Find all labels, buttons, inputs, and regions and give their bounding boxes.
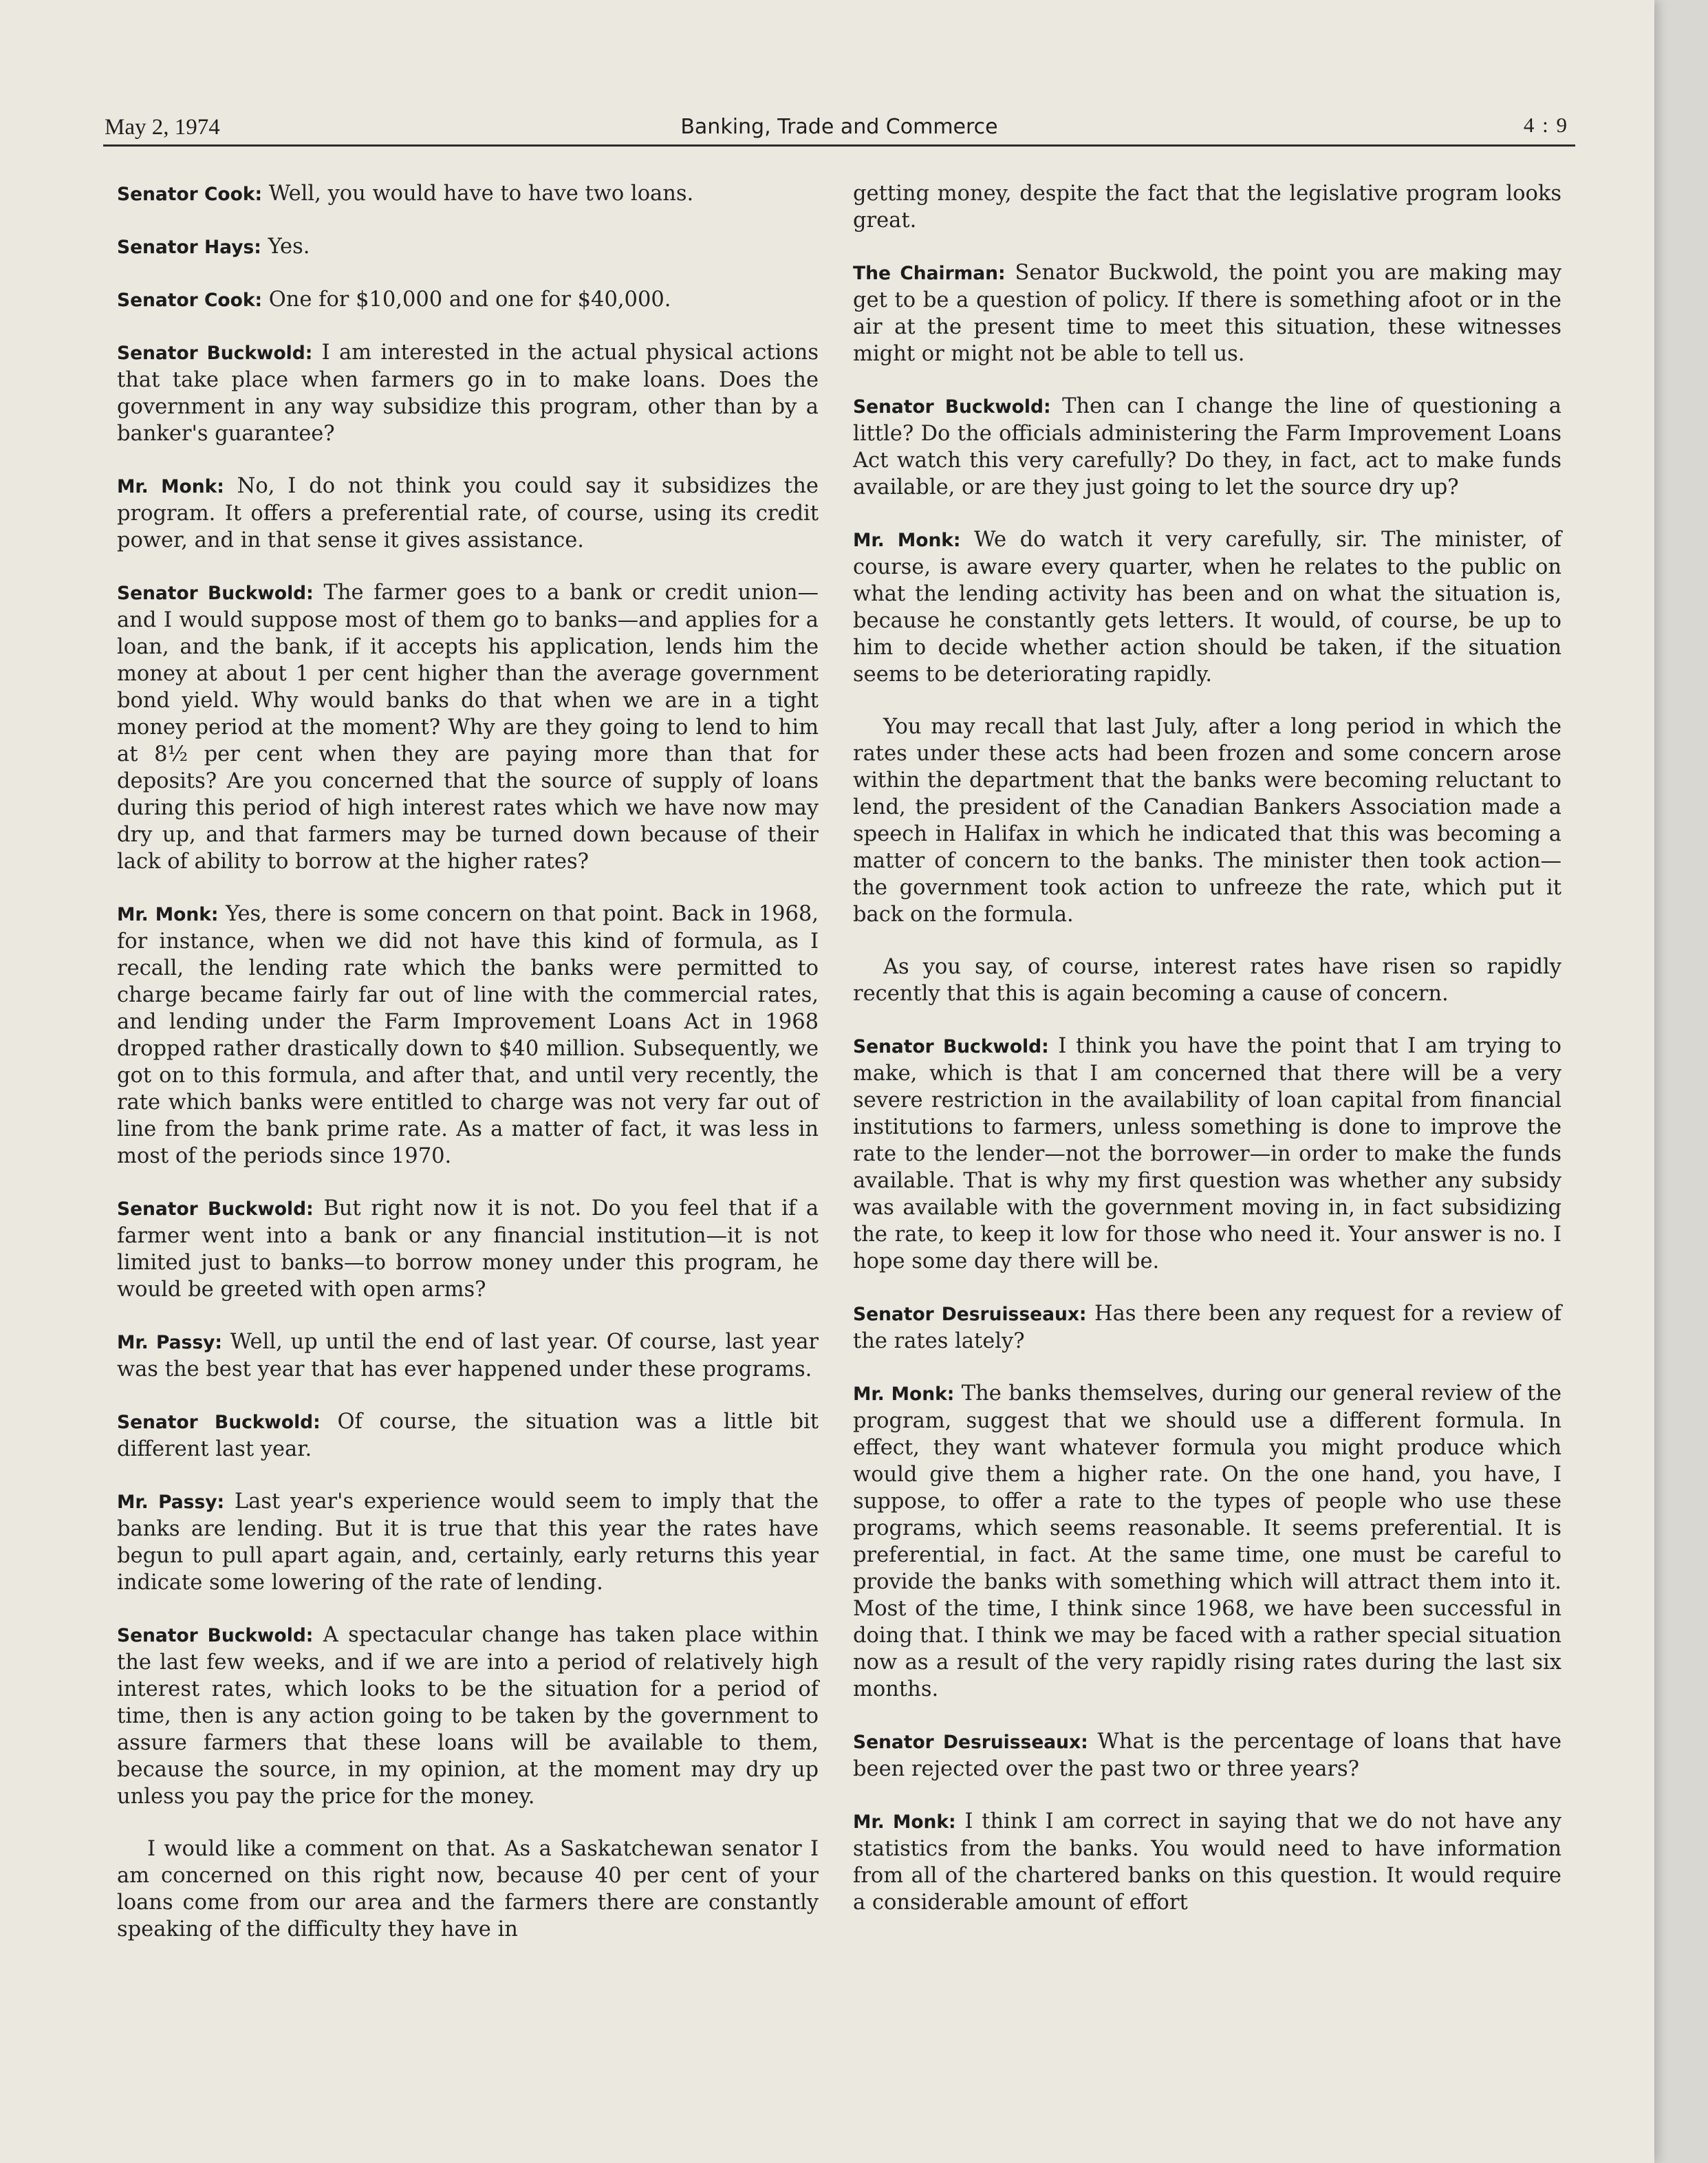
transcript-paragraph [117,1488,819,1596]
transcript-paragraph [117,233,819,261]
speaker-name: Senator Buckwold: [853,396,1051,418]
transcript-paragraph [117,579,819,875]
transcript-paragraph [117,180,819,208]
transcript-paragraph [853,1380,1561,1703]
speaker-name: Senator Hays: [117,237,261,258]
speech-text: Well, up until the end of last year. Of course, last year was the best year that has ever happened under these programs. [117,1330,819,1381]
speaker-name: Mr. Monk: [853,530,961,551]
speech-text: Last year's experience would seem to imply that the banks are lending. But it is true that this year the rates have begun to pull apart again, and, certainly, early returns this year indicate some lowering of the rate of lending. [117,1489,819,1595]
left-column [117,180,819,1968]
speech-text: I think I am correct in saying that we do not have any statistics from the banks. You would need to have information from all of the chartered banks on this question. It would require a considerable amount of effort [853,1809,1562,1915]
speech-text: As you say, of course, interest rates have risen so rapidly recently that this is again becoming a cause of concern. [853,955,1561,1006]
transcript-paragraph [117,1328,819,1383]
speech-text: Yes. [268,235,310,259]
transcript-paragraph [853,1300,1561,1355]
right-column [853,180,1561,1941]
speech-text: A spectacular change has taken place within the last few weeks, and if we are into a period of relatively high interest rates, which looks to be the situation for a period of time, then is any action going to be taken by the government to assure farmers that these loans will be available to them, because the source, in my opinion, at the moment may dry up unless you pay the price for the money. [117,1623,819,1809]
transcript-paragraph [853,393,1561,501]
transcript-paragraph [117,1195,819,1303]
speaker-name: Mr. Monk: [853,1384,955,1405]
speaker-name: Mr. Passy: [117,1332,222,1353]
speaker-name: Senator Desruisseaux: [853,1304,1087,1325]
transcript-paragraph [853,1808,1561,1916]
transcript-paragraph [853,259,1561,367]
transcript-paragraph [117,1408,819,1463]
speaker-name: The Chairman: [853,263,1006,284]
transcript-paragraph [853,526,1561,688]
speaker-name: Mr. Monk: [117,476,224,497]
transcript-paragraph [117,1836,819,1943]
transcript-paragraph [117,1622,819,1810]
speech-text: You may recall that last July, after a long period in which the rates under these acts had been frozen and some concern arose within the department that the banks were becoming reluctant to lend, the president of the Canadian Bankers Association made a speech in Halifax in which he indicated that this was becoming a matter of concern to the banks. The minister then took action—the government took action to unfreeze the rate, which put it back on the formula. [853,715,1561,927]
speaker-name: Senator Buckwold: [853,1036,1049,1057]
speech-text: Senator Buckwold, the point you are making may get to be a question of policy. If there is something afoot or in the air at the present time to meet this situation, these witnesses might or might not be able to tell us. [853,261,1561,366]
header-title: Banking, Trade and Commerce [680,115,998,139]
speech-text: The farmer goes to a bank or credit union—and I would suppose most of them go to banks—and applies for a loan, and the bank, if it accepts his application, lends him the money at about 1 per cent higher than the average government bond yield. Why would banks do that when we are in a tight money period at the moment? Why are they going to lend to him at 8½ per cent when they are paying more than that for deposits? Are you concerned that the source of supply of loans during this period of high interest rates which we have now may dry up, and that farmers may be turned down because of their lack of ability to borrow at the higher rates? [117,581,819,874]
speech-text: One for $10,000 and one for $40,000. [268,288,671,312]
transcript-paragraph [117,473,819,554]
transcript-paragraph [853,1033,1561,1275]
speech-text: Yes, there is some concern on that point. Back in 1968, for instance, when we did not have this kind of formula, as I recall, the lending rate which the banks were permitted to charge became fairly far out of line with the commercial rates, and lending under the Farm Improvement Loans Act in 1968 dropped rather drastically down to $40 million. Subsequently, we got on to this formula, and after that, and until very recently, the rate which banks were entitled to charge was not very far out of line from the bank prime rate. As a matter of fact, it was less in most of the periods since 1970. [117,902,819,1168]
speech-text: Well, you would have to have two loans. [268,182,694,206]
speaker-name: Senator Buckwold: [117,343,313,364]
speaker-name: Senator Buckwold: [117,1625,314,1646]
speech-text: Then can I change the line of questioning a little? Do the officials administering the Farm Improvement Loans Act watch this very carefully? Do they, in fact, act to make funds available, or are they just going to let the source dry up? [853,394,1561,499]
speech-text: getting money, despite the fact that the legislative program looks great. [853,182,1561,233]
transcript-paragraph [853,954,1561,1007]
speech-text: Has there been any request for a review of the rates lately? [853,1302,1561,1353]
speaker-name: Senator Cook: [117,184,263,205]
speaker-name: Mr. Monk: [853,1811,956,1833]
speech-text: I think you have the point that I am trying to make, which is that I am concerned that there will be a very severe restriction in the availability of loan capital from financial institutions to farmers, unless something is done to improve the rate to the lender—not the borrower—in order to make the funds available. That is why my first question was whether any subsidy was available with the government moving in, in fact subsidizing the rate, to keep it low for those who need it. Your answer is no. I hope some day there will be. [853,1034,1561,1273]
transcript-paragraph [117,901,819,1170]
running-header [103,103,1575,147]
transcript-paragraph [117,286,819,314]
page-number: 4 : 9 [1523,113,1568,137]
speaker-name: Mr. Passy: [117,1492,225,1513]
speech-text: We do watch it very carefully, sir. The minister, of course, is aware every quarter, when he relates to the public on what the lending activity has been and on what the situation is, because he constantly gets letters. It would, of course, be up to him to decide whether action should be taken, if the situation seems to be deteriorating rapidly. [853,528,1561,687]
speaker-name: Senator Buckwold: [117,583,314,604]
speech-text: I am interested in the actual physical actions that take place when farmers go in to make loans. Does the government in any way subsidize this program, other than by a banker's guarantee? [117,341,819,446]
transcript-paragraph [853,180,1561,234]
transcript-paragraph [117,339,819,447]
speaker-name: Senator Desruisseaux: [853,1732,1088,1753]
speech-text: I would like a comment on that. As a Saskatchewan senator I am concerned on this right now, because 40 per cent of your loans come from our area and the farmers there are constantly speaking of the difficulty they have in [117,1837,819,1941]
speech-text: No, I do not think you could say it subsidizes the program. It offers a preferential rate, of course, using its credit power, and in that sense it gives assistance. [117,474,819,552]
header-date: May 2, 1974 [105,115,220,140]
transcript-paragraph [853,713,1561,928]
speaker-name: Senator Buckwold: [117,1412,321,1433]
speech-text: But right now it is not. Do you feel that if a farmer went into a bank or any financial institution—it is not limited just to banks—to borrow money under this program, he would be greeted with open arms? [117,1196,819,1302]
transcript-paragraph [853,1728,1561,1783]
speech-text: Of course, the situation was a little bit different last year. [117,1410,819,1461]
speech-text: What is the percentage of loans that have been rejected over the past two or three years? [853,1730,1561,1781]
speaker-name: Mr. Monk: [117,904,219,925]
speech-text: The banks themselves, during our general review of the program, suggest that we should use a different formula. In effect, they want whatever formula you might produce which would give them a higher rate. On the one hand, you have, I suppose, to offer a rate to the types of people who use these programs, which seems reasonable. It seems preferential. It is preferential, in fact. At the same time, one must be careful to provide the banks with something which will attract them into it. Most of the time, I think since 1968, we have been successful in doing that. I think we may be faced with a rather special situation now as a result of the very rapidly rising rates during the last six months. [853,1381,1561,1701]
speaker-name: Senator Cook: [117,290,263,311]
speaker-name: Senator Buckwold: [117,1198,314,1220]
